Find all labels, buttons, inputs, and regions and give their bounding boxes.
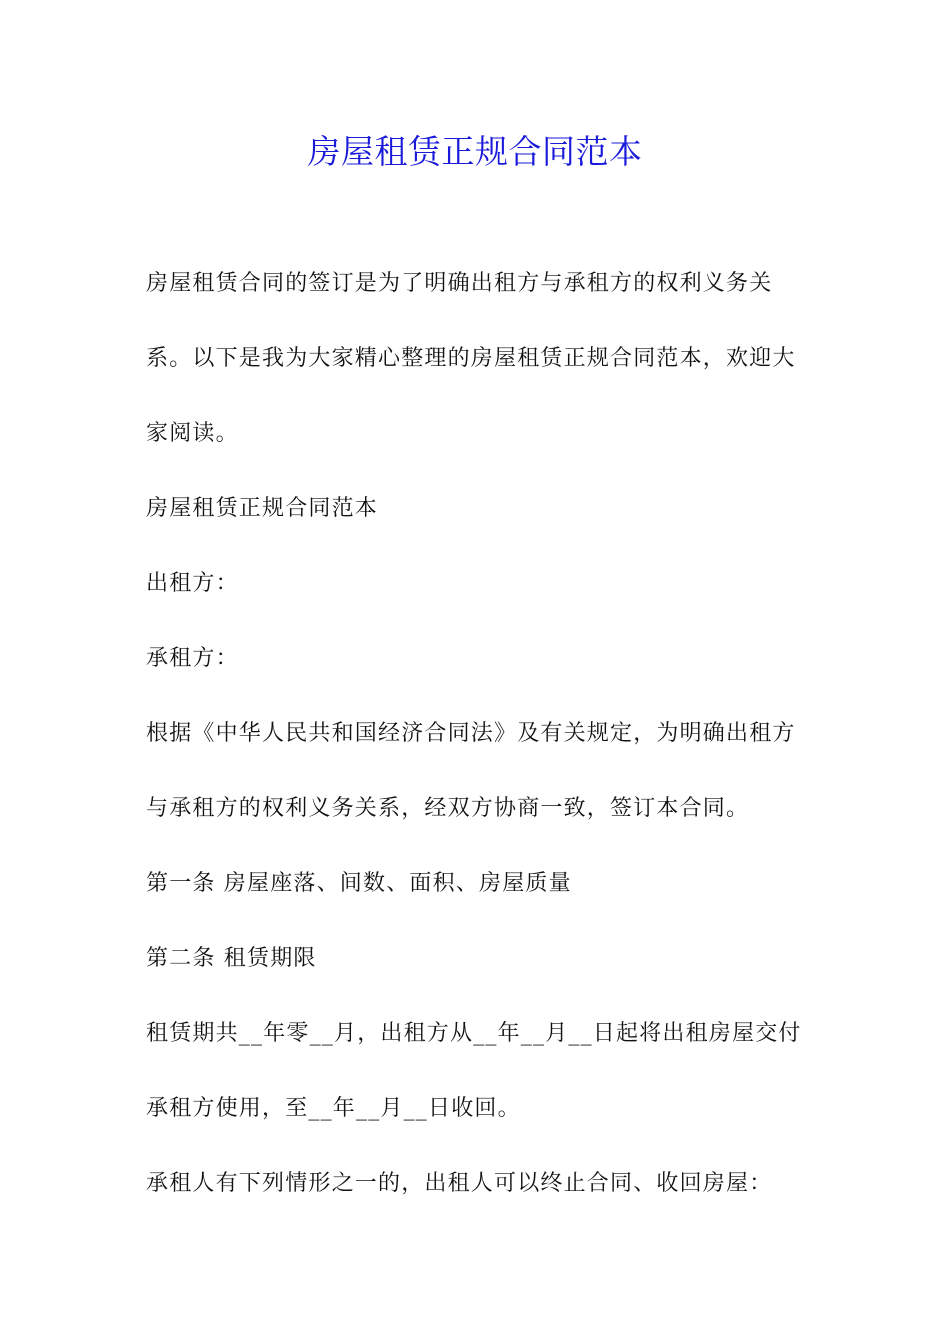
document-body <box>146 246 814 1221</box>
paragraph-subtitle: 房屋租赁正规合同范本 <box>146 496 379 521</box>
paragraph-termination: 承租人有下列情形之一的，出租人可以终止合同、收回房屋： <box>146 1171 773 1196</box>
paragraph-lessee: 承租方： <box>146 646 239 671</box>
paragraph-lessor: 出租方： <box>146 571 239 596</box>
paragraph-article-1: 第一条 房屋座落、间数、面积、房屋质量 <box>146 871 572 896</box>
document-title: 房屋租赁正规合同范本 <box>307 132 643 171</box>
paragraph-basis: 根据《中华人民共和国经济合同法》及有关规定，为明确出租方与承租方的权利义务关系，经双方协商一致，签订本合同。 <box>146 721 796 821</box>
paragraph-lease-term: 租赁期共__年零__月，出租方从__年__月__日起将出租房屋交付承租方使用，至__年__月__日收回。 <box>146 1021 802 1121</box>
paragraph-article-2: 第二条 租赁期限 <box>146 946 317 971</box>
paragraph-intro: 房屋租赁合同的签订是为了明确出租方与承租方的权利义务关系。以下是我为大家精心整理的房屋租赁正规合同范本，欢迎大家阅读。 <box>146 271 796 446</box>
